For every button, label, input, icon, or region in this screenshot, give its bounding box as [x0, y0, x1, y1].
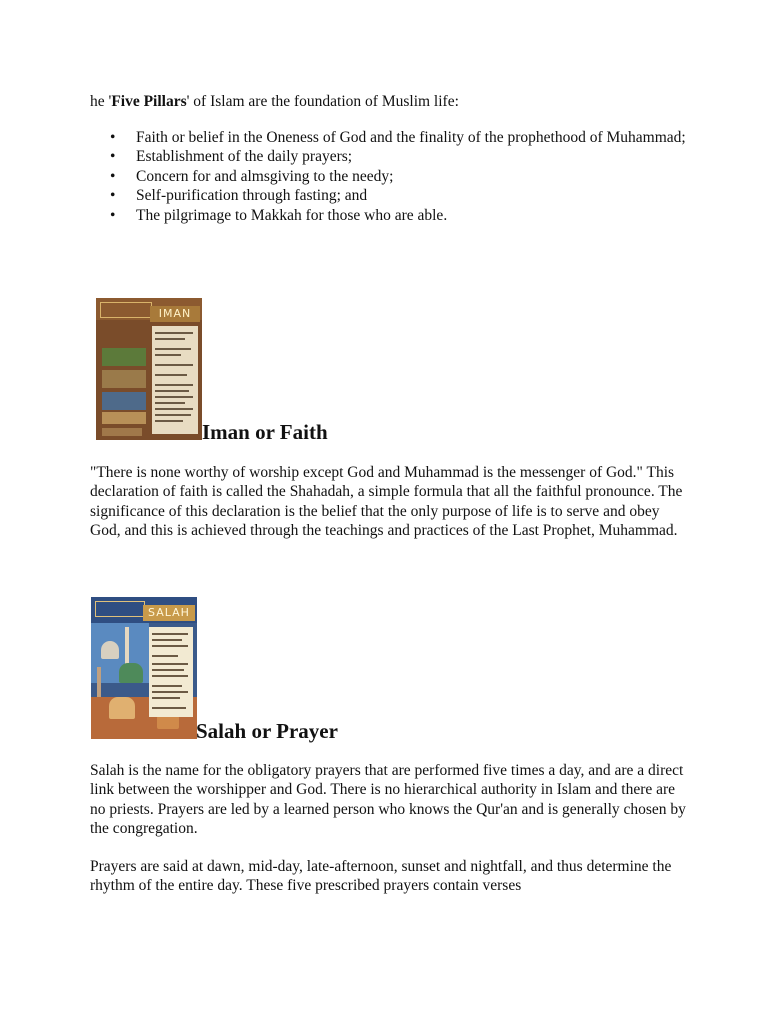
list-item: • Faith or belief in the Oneness of God and the finality of the prophethood of Muhammad;: [136, 128, 736, 147]
list-item: • The pilgrimage to Makkah for those who are able.: [136, 206, 736, 225]
salah-leaflet-image: [91, 597, 197, 739]
salah-heading: Salah or Prayer: [196, 719, 338, 743]
iman-leaflet-image: [96, 298, 202, 440]
iman-heading: Iman or Faith: [202, 420, 328, 444]
intro-prefix: he ': [90, 93, 112, 110]
salah-paragraph-1: Salah is the name for the obligatory prayers that are performed five times a day, and are a direct link between the worshipper and God. There is no hierarchical authority in Islam and there are no priests. Prayers are led by a learned person who knows the Qur'an and is generally chosen by the congregation.: [90, 762, 686, 838]
intro-suffix: ' of Islam are the foundation of Muslim life:: [186, 93, 459, 110]
five-pillars-bold: Five Pillars: [111, 93, 187, 110]
intro-line: [90, 92, 690, 111]
list-item: • Self-purification through fasting; and: [136, 186, 736, 205]
iman-banner: IMAN: [150, 306, 200, 322]
pillars-list: [90, 128, 736, 225]
iman-paragraph: "There is none worthy of worship except God and Muhammad is the messenger of God." This declaration of faith is called the Shahadah, a simple formula that all the faithful pronounce. The significance of this declaration is the belief that the only purpose of life is to serve and obey God, and this is achieved through the teachings and practices of the Last Prophet, Muhammad.: [90, 464, 683, 540]
list-item: • Concern for and almsgiving to the needy;: [136, 167, 736, 186]
salah-banner: SALAH: [143, 605, 195, 621]
salah-paragraph-2: Prayers are said at dawn, mid-day, late-afternoon, sunset and nightfall, and thus determine the rhythm of the entire day. These five prescribed prayers contain verses: [90, 858, 672, 895]
list-item: • Establishment of the daily prayers;: [136, 147, 736, 166]
